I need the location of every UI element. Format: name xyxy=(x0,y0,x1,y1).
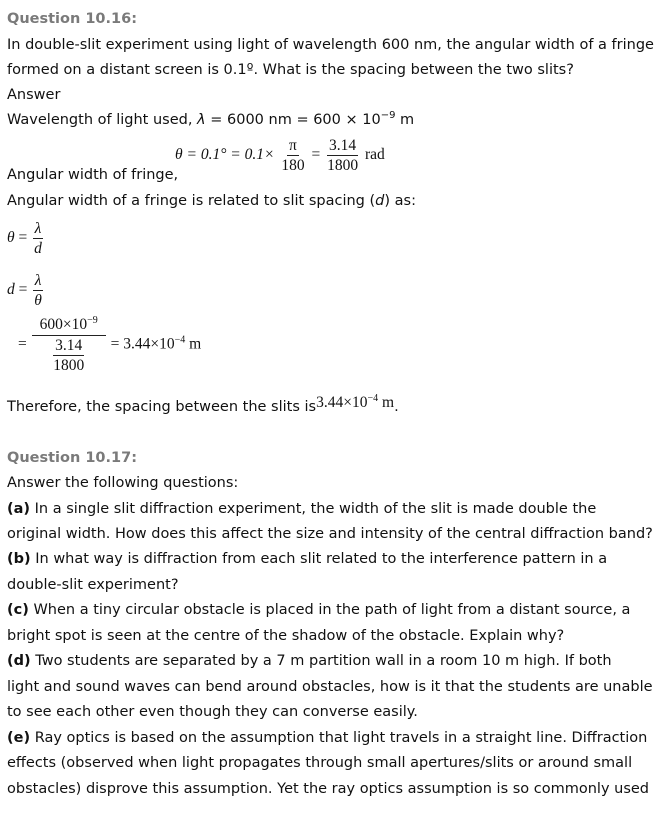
part-a-cont: original width. How does this affect the size and intensity of the central diffraction band? xyxy=(7,526,653,542)
frac-numerator: 3.14 xyxy=(55,337,83,354)
part-label: (c) xyxy=(7,602,29,618)
relation-line xyxy=(7,192,416,210)
frac-numerator: λ xyxy=(34,220,42,237)
frac-numerator: π xyxy=(289,137,297,154)
equals-sign: = xyxy=(311,146,321,164)
relation-suffix: ) as: xyxy=(384,193,416,209)
part-label: (a) xyxy=(7,501,31,517)
part-label: (e) xyxy=(7,730,31,746)
part-a: (a) In a single slit diffraction experiment, the width of the slit is made double the xyxy=(7,501,597,517)
final-value: $3.44\times 10^{-4}$ m xyxy=(316,393,395,411)
frac-denominator: 1800 xyxy=(53,357,85,374)
result-value: = 3.44×10 xyxy=(110,335,175,353)
therefore-line xyxy=(7,393,399,416)
wavelength-exponent: −9 xyxy=(380,110,396,121)
part-b: (b) In what way is diffraction from each slit related to the interference pattern in a xyxy=(7,551,608,567)
question-text: In double-slit experiment using light of wavelength 600 nm, the angular width of a fringe xyxy=(7,37,654,53)
frac-denominator xyxy=(48,336,89,374)
frac-numerator: λ xyxy=(34,272,42,289)
therefore-prefix: Therefore, the spacing between the slits is xyxy=(7,399,317,415)
theta-equation xyxy=(175,137,385,174)
part-e: (e) Ray optics is based on the assumption that light travels in a straight line. Diffraction xyxy=(7,730,648,746)
question-heading: Question 10.16: xyxy=(7,11,138,27)
frac-denominator: θ xyxy=(34,292,42,309)
question-heading: Question 10.17: xyxy=(7,450,138,466)
question-text: formed on a distant screen is 0.1º. What is the spacing between the two slits? xyxy=(7,62,574,78)
final-period: . xyxy=(394,399,399,415)
theta-lambda-d-equation xyxy=(7,220,45,257)
wavelength-prefix: Wavelength of light used, xyxy=(7,112,198,128)
part-e-cont: obstacles) disprove this assumption. Yet the ray optics assumption is so commonly used xyxy=(7,781,650,797)
wavelength-line xyxy=(7,111,414,129)
frac-numerator: 3.14 xyxy=(329,137,357,154)
equals-sign: = xyxy=(18,229,28,247)
part-label: (b) xyxy=(7,551,31,567)
d-symbol: d xyxy=(7,281,15,299)
part-c-cont: bright spot is seen at the centre of the shadow of the obstacle. Explain why? xyxy=(7,628,565,644)
wavelength-unit: m xyxy=(395,112,415,128)
frac-denominator: 180 xyxy=(281,157,305,174)
lambda-over-theta xyxy=(32,272,44,309)
lambda-over-d xyxy=(32,220,44,257)
part-c: (c) When a tiny circular obstacle is placed in the path of light from a distant source, a xyxy=(7,602,631,618)
lambda-symbol: λ xyxy=(197,112,206,128)
inner-fraction xyxy=(51,337,86,374)
314-over-1800 xyxy=(325,137,360,174)
equals-sign: = xyxy=(18,335,27,353)
pi-over-180 xyxy=(279,137,306,174)
part-d: (d) Two students are separated by a 7 m partition wall in a room 10 m high. If both xyxy=(7,653,612,669)
result-exponent: −4 xyxy=(174,334,186,346)
part-e-cont: effects (observed when light propagates through small apertures/slits or around small xyxy=(7,755,633,771)
relation-var: d xyxy=(375,193,385,209)
part-label: (d) xyxy=(7,653,31,669)
compound-fraction xyxy=(32,316,106,374)
question-intro: Answer the following questions: xyxy=(7,475,239,491)
angular-width-label: Angular width of fringe, xyxy=(7,167,179,183)
frac-denominator: d xyxy=(34,240,42,257)
part-d-cont: to see each other even though they can converse easily. xyxy=(7,704,418,720)
answer-label: Answer xyxy=(7,87,61,103)
theta-eq-text: θ = 0.1° = 0.1× xyxy=(175,146,275,164)
relation-prefix: Angular width of a fringe is related to slit spacing ( xyxy=(7,193,376,209)
theta-symbol: θ xyxy=(7,229,15,247)
equals-sign: = xyxy=(18,281,28,299)
part-b-cont: double-slit experiment? xyxy=(7,577,179,593)
frac-denominator: 1800 xyxy=(327,157,359,174)
wavelength-value: = 6000 nm = 600 × 10 xyxy=(205,112,381,128)
d-lambda-theta-equation xyxy=(7,272,45,309)
part-d-cont: light and sound waves can bend around obstacles, how is it that the students are unable xyxy=(7,679,653,695)
frac-numerator: $600\times 10^{-9}$ xyxy=(32,316,106,336)
rad-unit: rad xyxy=(364,146,385,164)
result-unit: m xyxy=(185,335,202,353)
calculation-equation xyxy=(18,316,201,374)
